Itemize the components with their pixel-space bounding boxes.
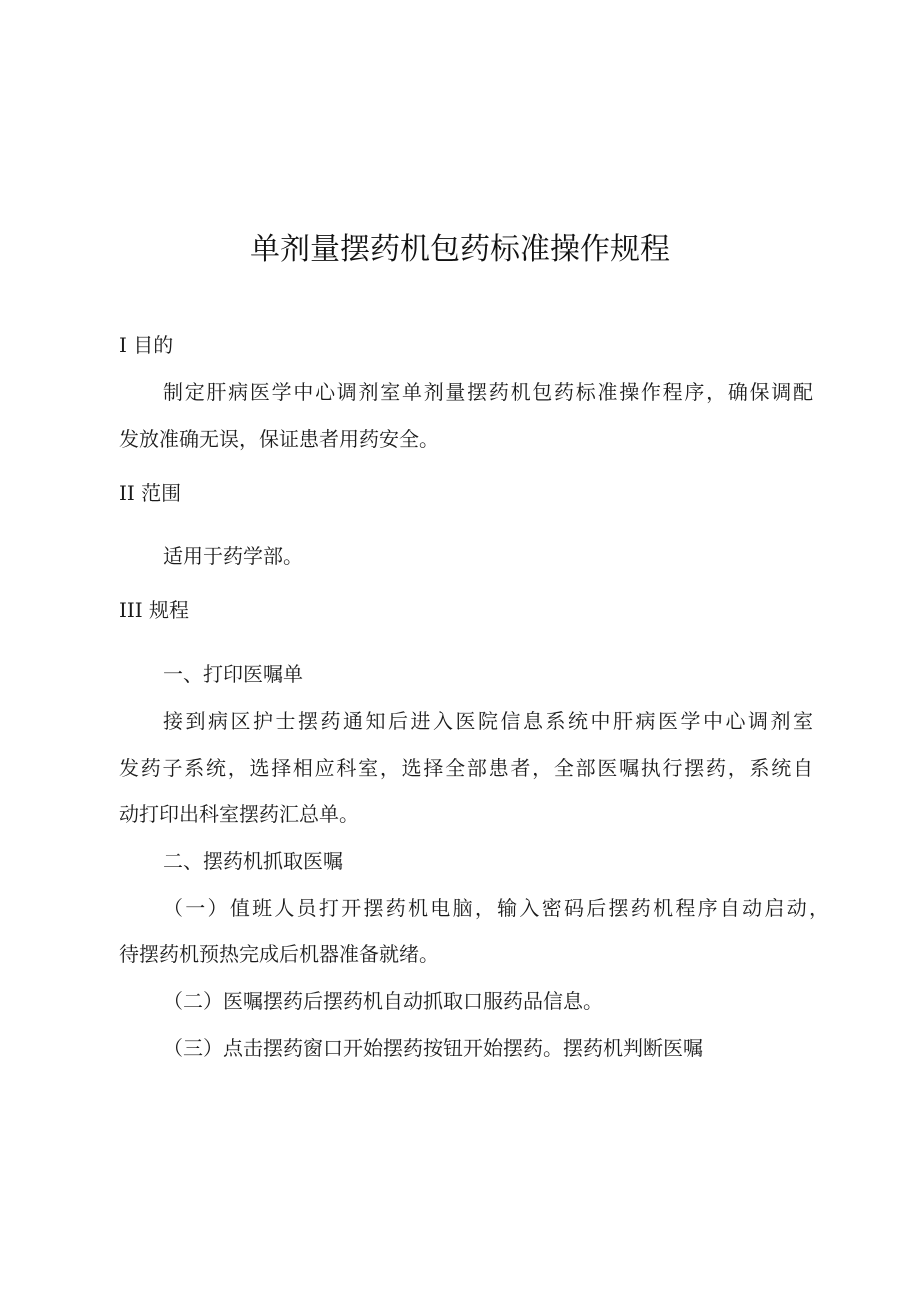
step2-item3: （三）点击摆药窗口开始摆药按钮开始摆药。摆药机判断医嘱 bbox=[163, 1036, 703, 1060]
purpose-paragraph-line-1: 制定肝病医学中心调剂室单剂量摆药机包药标准操作程序，确保调配 bbox=[163, 380, 813, 404]
section-heading-scope: II 范围 bbox=[119, 481, 182, 505]
step2-item1-line-1: （一）值班人员打开摆药机电脑，输入密码后摆药机程序自动启动， bbox=[163, 896, 829, 920]
step1-paragraph-line-3: 动打印出科室摆药汇总单。 bbox=[119, 802, 359, 826]
step1-heading: 一、打印医嘱单 bbox=[163, 662, 303, 686]
step2-heading: 二、摆药机抓取医嘱 bbox=[163, 849, 343, 873]
purpose-paragraph-line-2: 发放准确无误，保证患者用药安全。 bbox=[119, 427, 439, 451]
step1-paragraph-line-1: 接到病区护士摆药通知后进入医院信息系统中肝病医学中心调剂室 bbox=[163, 709, 813, 733]
step2-item2: （二）医嘱摆药后摆药机自动抓取口服药品信息。 bbox=[163, 989, 603, 1013]
section-heading-purpose: I 目的 bbox=[119, 333, 174, 357]
scope-paragraph: 适用于药学部。 bbox=[163, 544, 303, 568]
step2-item1-line-2: 待摆药机预热完成后机器准备就绪。 bbox=[119, 942, 439, 966]
document-title: 单剂量摆药机包药标准操作规程 bbox=[250, 232, 670, 267]
section-heading-procedure: III 规程 bbox=[119, 598, 190, 622]
step1-paragraph-line-2: 发药子系统，选择相应科室，选择全部患者，全部医嘱执行摆药，系统自 bbox=[119, 756, 813, 780]
